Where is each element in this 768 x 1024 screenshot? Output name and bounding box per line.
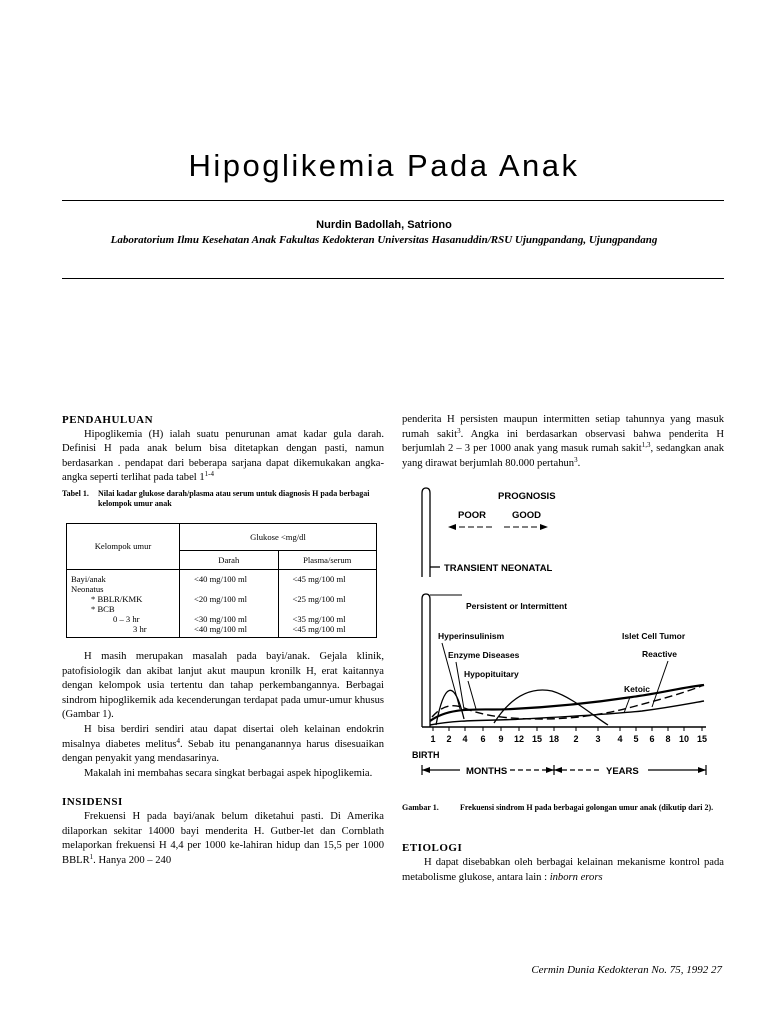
left-column xyxy=(62,413,384,868)
fig-label-transient: TRANSIENT NEONATAL xyxy=(444,563,553,575)
fig-arrow-good xyxy=(540,524,548,530)
table-header-glucose: Glukose <mg/dl xyxy=(180,523,377,550)
heading-pendahuluan: PENDAHULUAN xyxy=(62,414,154,426)
page-title: Hipoglikemia Pada Anak xyxy=(188,148,580,183)
fig-label-months: MONTHS xyxy=(466,766,508,778)
table-col-plasma: <45 mg/100 ml <25 mg/100 ml <35 mg/100 ml <45 mg/100 ml xyxy=(278,569,377,637)
fig-label-reactive: Reactive xyxy=(642,649,677,660)
fig-tick: 6 xyxy=(649,734,655,745)
fig-label-good: GOOD xyxy=(512,510,542,522)
paragraph-etiology: H dapat disebabkan oleh berbagai kelainan mekanisme kontrol pada metabolisme glukose, antara lain : inborn erors xyxy=(402,856,724,883)
fig-label-birth: BIRTH xyxy=(412,750,440,761)
fig-label-prognosis: PROGNOSIS xyxy=(498,491,556,503)
fig-tick: 12 xyxy=(513,734,525,745)
table-caption: Tabel 1. Nilai kadar glukose darah/plasma atau serum untuk diagnosis H pada berbagai kelompok umur anak xyxy=(62,488,370,508)
fig-tick: 18 xyxy=(548,734,560,745)
fig-label-hyperinsulinism: Hyperinsulinism xyxy=(438,631,505,642)
table-header-group: Kelompok umur xyxy=(67,523,180,569)
fig-label-ketoic: Ketoic xyxy=(624,684,650,695)
paragraph-endocrine: H bisa berdiri sendiri atau dapat disertai oleh kelainan endokrin misalnya diabetes melitus$^4$. Sebab itu penanganannya harus disesuaikan dengan penyakit yang mendasarinya. xyxy=(62,723,384,765)
figure-caption: Gambar 1. Frekuensi sindrom H pada berbagai golongan umur anak (dikutip dari 2). xyxy=(402,803,714,813)
table-header-blood: Darah xyxy=(180,550,279,569)
fig-label-years: YEARS xyxy=(606,766,639,778)
affiliation: Laboratorium Ilmu Kesehatan Anak Fakultas Kedokteran Universitas Hasanuddin/RSU Ujungpandang, Ujungpandang xyxy=(110,234,658,246)
fig-tick-labels xyxy=(430,734,707,744)
fig-tick: 3 xyxy=(595,734,601,745)
heading-etiologi: ETIOLOGI xyxy=(402,842,463,855)
fig-tick: 15 xyxy=(531,734,543,745)
fig-tick: 4 xyxy=(617,734,623,745)
fig-label-poor: POOR xyxy=(458,510,486,522)
fig-label-persistent: Persistent or Intermittent xyxy=(466,601,568,612)
heading-insidensi: INSIDENSI xyxy=(62,796,123,809)
fig-tick: 4 xyxy=(462,734,468,745)
fig-tick: 6 xyxy=(480,734,486,745)
paragraph-incidence-cont: penderita H persisten maupun intermitten setiap tahunnya yang masuk rumah sakit$^3$. Angka ini berdasarkan observasi bahwa penderita H berjumlah 2 – 3 per 1000 anak yang masuk rumah sakit$^{1,3}$, sedangkan anak yang dirawat berjumlah 80.000 pertahun$^3$. xyxy=(402,414,725,469)
title-rule-bottom xyxy=(62,278,724,279)
fig-tick: 2 xyxy=(573,734,579,745)
page-footer: Cermin Dunia Kedokteran No. 75, 1992 27 xyxy=(531,964,722,976)
table-header-plasma: Plasma/serum xyxy=(278,550,377,569)
fig-tick: 9 xyxy=(498,734,504,745)
paragraph-scope: Makalah ini membahas secara singkat berbagai aspek hipoglikemia. xyxy=(84,767,373,779)
paragraph-incidence: Frekuensi H pada bayi/anak belum diketahui pasti. Di Amerika dilaporkan sekitar 14000 bayi menderita H. Gutber-let dan Cornblath melaporkan frekuensi H 4,4 per 1000 ke-lahiran hidup dan 15,5 per 1000 BBLR$^1$. Hanya 200 – 240 xyxy=(62,810,384,866)
paragraph-intro: Hipoglikemia (H) ialah suatu penurunan amat kadar gula darah. Definisi H pada anak belum bisa ditetapkan dengan pasti, namun berdasarkan . pendapat dari beberapa sarjana dapat dikemukakan angka-angka seperti terlihat pada tabel 1$^{1-4}$ xyxy=(62,428,384,484)
authors: Nurdin Badollah, Satriono xyxy=(316,219,452,231)
title-rule-top xyxy=(62,200,724,201)
fig-tick: 2 xyxy=(446,734,452,745)
fig-label-enzyme: Enzyme Diseases xyxy=(448,650,520,661)
right-column xyxy=(402,413,724,885)
table-col-group: Bayi/anak Neonatus * BBLR/KMK * BCB 0 – 3 hr 3 hr xyxy=(67,569,180,637)
table-col-blood: <40 mg/100 ml <20 mg/100 ml <30 mg/100 ml <40 mg/100 ml xyxy=(180,569,279,637)
fig-tick: 10 xyxy=(678,734,690,745)
fig-arrow-poor xyxy=(448,524,456,530)
paragraph-clinical: H masih merupakan masalah pada bayi/anak. Gejala klinik, patofisiologik dan akibat lanjut akut maupun kronilk H, erat kaitannya dengan kelompok usia tertentu dan tahap perkembangannya. Berbagai sindrom hipoglikemik ada kecenderungan terdapat pada umur-umur khusus (Gambar 1). xyxy=(62,650,384,721)
glucose-table xyxy=(66,523,377,638)
fig-tick: 5 xyxy=(633,734,639,745)
fig-tick: 15 xyxy=(696,734,708,745)
fig-label-hypopituitary: Hypopituitary xyxy=(464,669,519,680)
fig-range-lines xyxy=(422,765,706,778)
fig-bar-top xyxy=(422,488,430,577)
fig-tick: 8 xyxy=(665,734,671,745)
fig-label-islet: Islet Cell Tumor xyxy=(622,631,686,642)
fig-bar-persistent xyxy=(422,594,430,727)
prognosis-figure xyxy=(402,487,724,799)
fig-tick: 1 xyxy=(430,734,436,745)
